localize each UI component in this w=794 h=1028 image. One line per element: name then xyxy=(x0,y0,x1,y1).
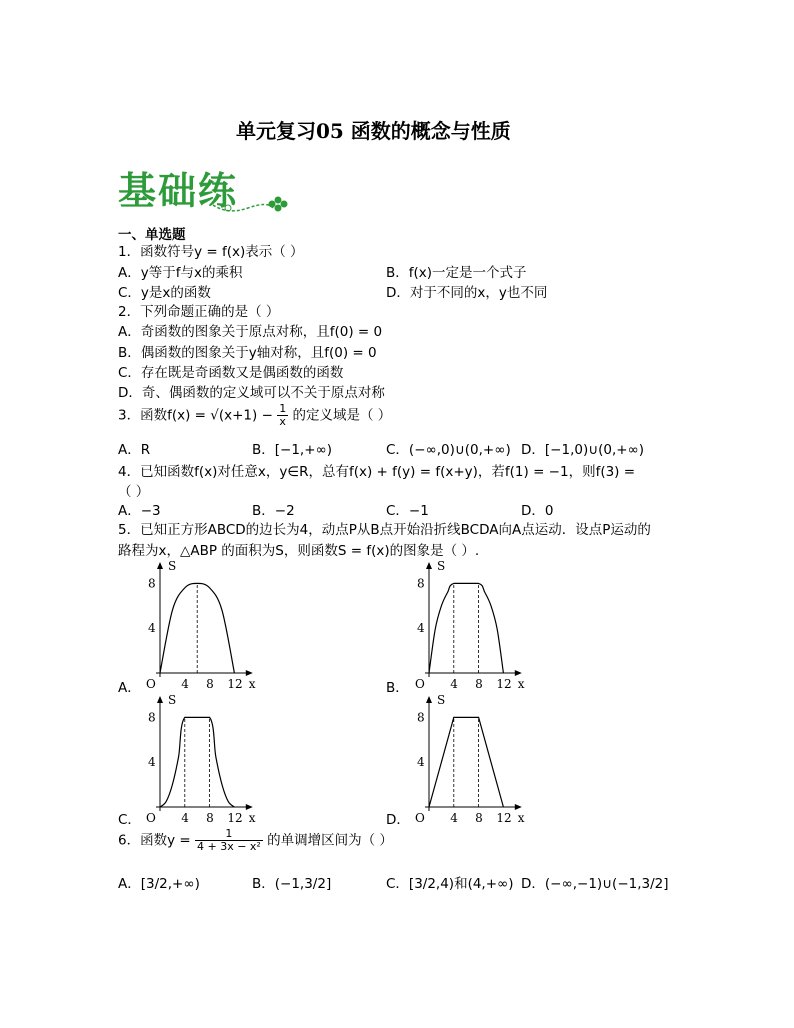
q6-stem-part-a: 6．函数y = xyxy=(118,832,191,849)
clover-decoration-icon xyxy=(208,190,288,220)
q5-option-c-label: C． xyxy=(118,812,141,828)
function-curve xyxy=(429,583,503,673)
graph-option-a xyxy=(138,558,278,688)
x-tick-label: 4 xyxy=(181,677,189,688)
x-axis-arrow-icon xyxy=(246,670,253,676)
q6-option-c: C．[3/2,4)和(4,+∞) xyxy=(386,876,514,892)
q3-stem-part-b: 的定义域是（ ） xyxy=(292,407,392,424)
q3-stem-part-a: 3．函数f(x) = √(x+1) − xyxy=(118,407,273,424)
q5-option-d-label: D． xyxy=(386,812,410,828)
y-axis-label: S xyxy=(437,693,446,707)
y-tick-label: 8 xyxy=(417,710,425,725)
y-tick-label: 4 xyxy=(148,621,156,636)
y-tick-label: 4 xyxy=(417,621,425,636)
q1-option-c: C．y是x的函数 xyxy=(118,285,211,301)
graph-option-b xyxy=(407,558,547,688)
y-tick-label: 8 xyxy=(148,576,156,591)
q4-option-d: D．0 xyxy=(521,503,554,519)
q3-option-b: B．[−1,+∞) xyxy=(252,442,333,458)
question-5-stem-line2: 路程为x，△ABP 的面积为S，则函数S = f(x)的图象是（ ）. xyxy=(118,543,480,559)
x-tick-label: 4 xyxy=(450,677,458,688)
y-tick-label: 4 xyxy=(148,755,156,770)
y-tick-label: 4 xyxy=(417,755,425,770)
question-4-stem-line2: （ ） xyxy=(118,484,150,500)
q4-option-b: B．−2 xyxy=(252,503,295,519)
x-tick-label: 4 xyxy=(181,811,189,822)
origin-label: O xyxy=(415,677,425,688)
q6-option-a: A．[3/2,+∞) xyxy=(118,876,200,892)
q6-stem-part-b: 的单调增区间为（ ） xyxy=(267,832,393,849)
graph-option-d xyxy=(407,692,547,822)
q4-option-a: A．−3 xyxy=(118,503,161,519)
origin-label: O xyxy=(146,811,156,822)
section-heading: 一、单选题 xyxy=(118,227,186,243)
function-curve xyxy=(160,717,234,807)
origin-label: O xyxy=(415,811,425,822)
y-axis-arrow-icon xyxy=(426,562,432,569)
q1-option-a: A．y等于f与x的乘积 xyxy=(118,265,243,281)
q3-option-a: A．R xyxy=(118,442,151,458)
x-axis-arrow-icon xyxy=(515,804,522,810)
y-axis-arrow-icon xyxy=(157,562,163,569)
x-tick-label: 4 xyxy=(450,811,458,822)
y-axis-arrow-icon xyxy=(157,696,163,703)
question-6-stem xyxy=(118,828,393,853)
x-axis-arrow-icon xyxy=(246,804,253,810)
q2-option-c: C．存在既是奇函数又是偶函数的函数 xyxy=(118,365,344,381)
y-axis-label: S xyxy=(437,559,446,573)
x-tick-label: 8 xyxy=(475,811,483,822)
q2-option-b: B．偶函数的图象关于y轴对称，且f(0) = 0 xyxy=(118,345,377,361)
x-axis-label: x xyxy=(248,811,256,822)
q6-fraction-denominator: 4 + 3x − x² xyxy=(196,840,261,854)
q3-fraction-numerator: 1 xyxy=(279,402,287,415)
y-axis-arrow-icon xyxy=(426,696,432,703)
y-tick-label: 8 xyxy=(417,576,425,591)
x-axis-label: x xyxy=(248,677,256,688)
q2-option-a: A．奇函数的图象关于原点对称，且f(0) = 0 xyxy=(118,324,383,340)
x-tick-label: 12 xyxy=(227,811,243,822)
x-tick-label: 8 xyxy=(475,677,483,688)
q6-option-d: D．(−∞,−1)∪(−1,3/2] xyxy=(521,876,669,892)
x-tick-label: 12 xyxy=(496,677,512,688)
y-tick-label: 8 xyxy=(148,710,156,725)
q6-fraction xyxy=(195,828,263,853)
x-tick-label: 8 xyxy=(206,811,214,822)
q3-fraction xyxy=(277,403,288,428)
x-axis-arrow-icon xyxy=(515,670,522,676)
function-curve xyxy=(429,717,503,807)
q2-option-d: D．奇、偶函数的定义域可以不关于原点对称 xyxy=(118,385,385,401)
q4-option-c: C．−1 xyxy=(386,503,429,519)
x-tick-label: 12 xyxy=(227,677,243,688)
q3-fraction-denominator: x xyxy=(279,415,286,429)
q6-option-b: B．(−1,3/2] xyxy=(252,876,332,892)
question-5-stem: 5．已知正方形ABCD的边长为4，动点P从B点开始沿折线BCDA向A点运动．设点P运动的 xyxy=(118,522,651,538)
x-axis-label: x xyxy=(517,677,525,688)
x-axis-label: x xyxy=(517,811,525,822)
q3-option-d: D．[−1,0)∪(0,+∞) xyxy=(521,442,645,458)
origin-label: O xyxy=(146,677,156,688)
x-tick-label: 8 xyxy=(206,677,214,688)
y-axis-label: S xyxy=(168,559,177,573)
question-3-stem xyxy=(118,403,391,428)
q1-option-d: D．对于不同的x，y也不同 xyxy=(386,285,548,301)
graph-option-c xyxy=(138,692,278,822)
q3-option-c: C．(−∞,0)∪(0,+∞) xyxy=(386,442,511,458)
q5-option-a-label: A． xyxy=(118,680,141,696)
logo-text: 基础练 xyxy=(118,169,239,213)
page-title: 单元复习05 函数的概念与性质 xyxy=(236,119,511,143)
y-axis-label: S xyxy=(168,693,177,707)
q5-option-b-label: B． xyxy=(386,680,409,696)
section-logo xyxy=(118,160,238,215)
x-tick-label: 12 xyxy=(496,811,512,822)
question-2-stem: 2．下列命题正确的是（ ） xyxy=(118,304,280,320)
q6-fraction-numerator: 1 xyxy=(195,828,263,841)
question-4-stem: 4．已知函数f(x)对任意x，y∈R，总有f(x) + f(y) = f(x+y)，若f(1) = −1，则f(3) = xyxy=(118,464,636,480)
q1-option-b: B．f(x)一定是一个式子 xyxy=(386,265,527,281)
question-1-stem: 1．函数符号y = f(x)表示（ ） xyxy=(118,244,304,260)
